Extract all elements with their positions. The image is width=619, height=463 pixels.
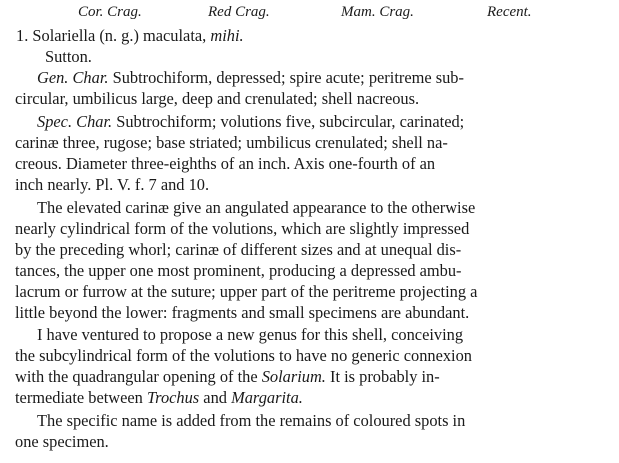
spec-char-line-1 — [37, 112, 464, 132]
para1-line-3: by the preceding whorl; carinæ of different sizes and at unequal dis- — [15, 240, 462, 259]
para1-line-5: lacrum or furrow at the suture; upper part of the peritreme projecting a — [15, 282, 478, 301]
header-red-crag: Red Crag. — [208, 4, 270, 20]
para3-line-2: one specimen. — [15, 432, 109, 451]
genus-margarita: Margarita. — [231, 388, 303, 407]
para1-line-4: tances, the upper one most prominent, producing a depressed ambu- — [15, 261, 462, 280]
para2-line-1: I have ventured to propose a new genus for this shell, conceiving — [37, 325, 464, 344]
para2-line-3-start: with the quadrangular opening of the — [15, 367, 262, 386]
para2-line-4-start: termediate between — [15, 388, 147, 407]
para3-line-1: The specific name is added from the remains of coloured spots in — [37, 411, 466, 430]
genus-trochus: Trochus — [146, 388, 200, 407]
para2-line-4 — [15, 388, 303, 408]
para1-line-6: little beyond the lower: fragments and small specimens are abundant. — [15, 303, 470, 322]
header-coralline-crag: Cor. Crag. — [78, 4, 142, 20]
species-number: 1. — [16, 26, 29, 45]
genus-solarium: Solarium. — [261, 367, 326, 386]
para1-line-1: The elevated carinæ give an angulated appearance to the otherwise — [37, 198, 476, 217]
species-author: mihi. — [210, 26, 244, 45]
para2-line-2: the subcylindrical form of the volutions to have no generic connexion — [15, 346, 472, 365]
para2-line-3 — [15, 367, 440, 387]
crag-column-headers — [0, 4, 619, 24]
para2-line-3-end: It is probably in- — [325, 367, 440, 386]
gen-char-text-1: Subtrochiform, depressed; spire acute; peritreme sub- — [108, 68, 464, 87]
spec-char-line-3: creous. Diameter three-eighths of an inch. Axis one-fourth of an — [15, 154, 436, 173]
spec-char-line-4: inch nearly. Pl. V. f. 7 and 10. — [15, 175, 210, 194]
header-recent: Recent. — [487, 4, 532, 20]
gen-char-line-2: circular, umbilicus large, deep and crenulated; shell nacreous. — [15, 89, 420, 108]
para2-line-4-and: and — [199, 388, 232, 407]
spec-char-label: Spec. Char. — [37, 112, 113, 131]
spec-char-text-1: Subtrochiform; volutions five, subcircular, carinated; — [112, 112, 465, 131]
header-mammaliferous-crag: Mam. Crag. — [341, 4, 414, 20]
species-title — [16, 26, 244, 46]
para1-line-2: nearly cylindrical form of the volutions, which are slightly impressed — [15, 219, 470, 238]
spec-char-line-2: carinæ three, rugose; base striated; umbilicus crenulated; shell na- — [15, 133, 448, 152]
gen-char-line-1 — [37, 68, 464, 88]
gen-char-label: Gen. Char. — [37, 68, 109, 87]
species-name: Solariella (n. g.) maculata, — [32, 26, 207, 45]
species-locality: Sutton. — [45, 47, 92, 66]
